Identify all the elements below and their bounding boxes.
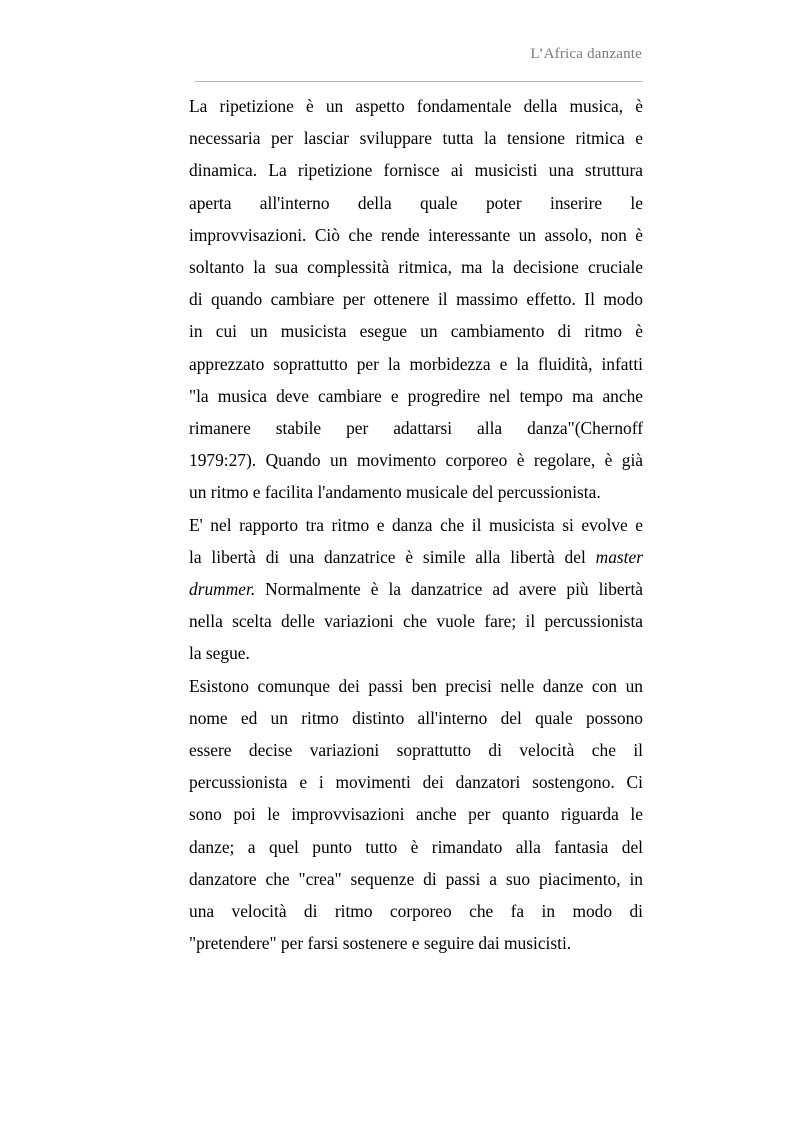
text-line: danze; a quel punto tutto è rimandato alla fantasia del [189, 836, 643, 857]
text-run: la segue. [189, 643, 250, 664]
text-line: sono poi le improvvisazioni anche per quanto riguarda le [189, 804, 643, 825]
text-run: E' nel rapporto tra ritmo e danza che il musicista si evolve e [189, 514, 643, 535]
paragraph-ritmo-danza [189, 509, 643, 670]
text-line: Esistono comunque dei passi ben precisi nelle danze con un [189, 675, 643, 696]
text-line: soltanto la sua complessità ritmica, ma la decisione cruciale [189, 257, 643, 278]
paragraph-ripetizione [189, 90, 643, 509]
text-line: di quando cambiare per ottenere il massimo effetto. Il modo [189, 289, 643, 310]
text-line [189, 573, 643, 605]
paragraph-passi-danze [189, 670, 643, 960]
text-line: 1979:27). Quando un movimento corporeo è regolare, è già [189, 450, 643, 471]
running-header: L’Africa danzante [530, 46, 642, 62]
text-line: "pretendere" per farsi sostenere e seguire dai musicisti. [189, 933, 572, 954]
text-line: danzatore che "crea" sequenze di passi a suo piacimento, in [189, 868, 643, 889]
text-line: un ritmo e facilita l'andamento musicale del percussionista. [189, 482, 601, 503]
body-text [189, 90, 643, 959]
text-line [189, 541, 643, 573]
text-line: "la musica deve cambiare e progredire nel tempo ma anche [189, 385, 643, 406]
text-line: nome ed un ritmo distinto all'interno del quale possono [189, 707, 643, 728]
text-run: nella scelta delle variazioni che vuole fare; il percussionista [189, 611, 643, 632]
text-line: in cui un musicista esegue un cambiamento di ritmo è [189, 321, 643, 342]
text-line: essere decise variazioni soprattutto di velocità che il [189, 740, 643, 761]
text-line: una velocità di ritmo corporeo che fa in modo di [189, 901, 643, 922]
text-line: improvvisazioni. Ciò che rende interessante un assolo, non è [189, 224, 643, 245]
text-line: necessaria per lasciar sviluppare tutta la tensione ritmica e [189, 128, 643, 149]
text-line: percussionista e i movimenti dei danzatori sostengono. Ci [189, 772, 643, 793]
text-line: aperta all'interno della quale poter inserire le [189, 192, 643, 213]
text-line [189, 637, 643, 669]
text-line: rimanere stabile per adattarsi alla danza"(Chernoff [189, 418, 643, 439]
text-line [189, 605, 643, 637]
text-line: dinamica. La ripetizione fornisce ai musicisti una struttura [189, 160, 643, 181]
italic-term: master [595, 546, 643, 567]
text-run: la libertà di una danzatrice è simile alla libertà del [189, 546, 596, 567]
text-line [189, 509, 643, 541]
text-line: La ripetizione è un aspetto fondamentale della musica, è [189, 96, 643, 116]
italic-term: drummer. [189, 579, 256, 600]
text-run: Normalmente è la danzatrice ad avere più libertà [255, 579, 643, 600]
header-divider [195, 81, 643, 82]
text-line: apprezzato soprattutto per la morbidezza e la fluidità, infatti [189, 353, 643, 374]
